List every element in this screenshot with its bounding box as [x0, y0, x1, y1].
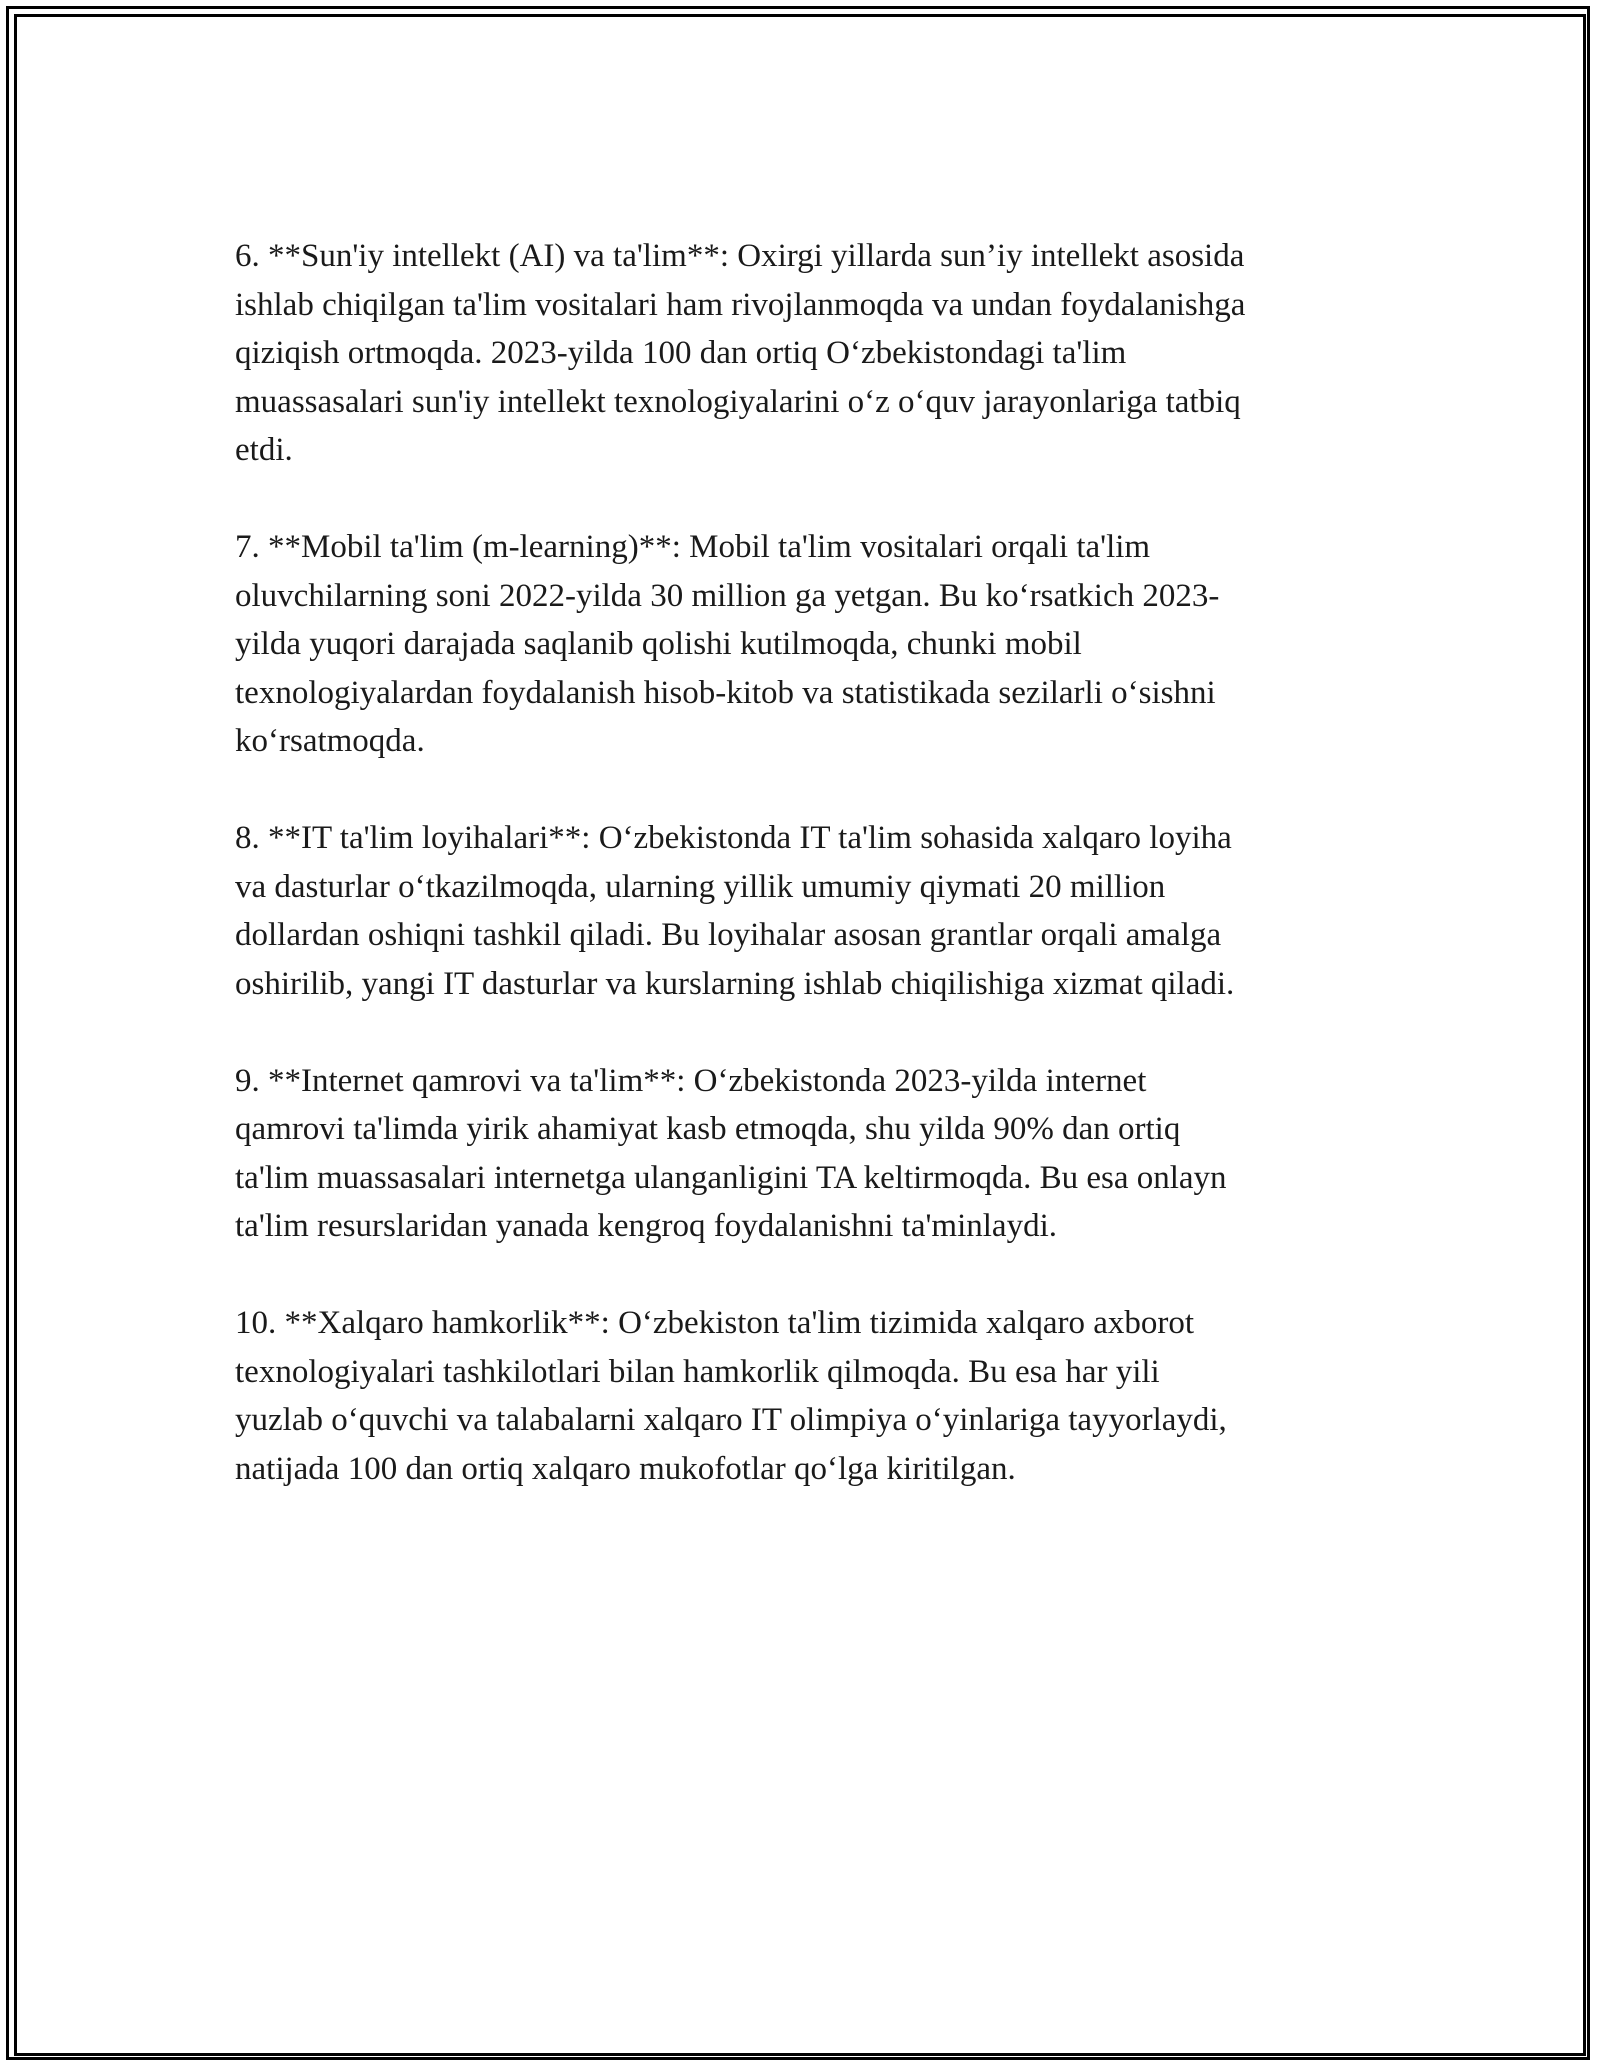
paragraph-ai-education: 6. **Sun'iy intellekt (AI) va ta'lim**: Oxirgi yillarda sun’iy intellekt asosida ishlab chiqilgan ta'lim vositalari ham rivojlanmoqda va undan foydalanishga qiziqish ortmoqda. 2023-yilda 100 dan ortiq O‘zbekistondagi ta'lim muassasalari sun'iy intellekt texnologiyalarini o‘z o‘quv jarayonlariga tatbiq etdi. [235, 238, 1246, 468]
paragraph-internet-coverage: 9. **Internet qamrovi va ta'lim**: O‘zbekistonda 2023-yilda internet qamrovi ta'limda yirik ahamiyat kasb etmoqda, shu yilda 90% dan ortiq ta'lim muassasalari internetga ulanganligini TA keltirmoqda. Bu esa onlayn ta'lim resurslaridan yanada kengroq foydalanishni ta'minlaydi. [235, 1062, 1227, 1244]
document-body [235, 232, 1370, 1542]
paragraph-international-cooperation: 10. **Xalqaro hamkorlik**: O‘zbekiston ta'lim tizimida xalqaro axborot texnologiyalari tashkilotlari bilan hamkorlik qilmoqda. Bu esa har yili yuzlab o‘quvchi va talabalarni xalqaro IT olimpiya o‘yinlariga tayyorlaydi, natijada 100 dan ortiq xalqaro mukofotlar qo‘lga kiritilgan. [235, 1305, 1227, 1487]
paragraph-it-projects: 8. **IT ta'lim loyihalari**: O‘zbekistonda IT ta'lim sohasida xalqaro loyiha va dasturlar o‘tkazilmoqda, ularning yillik umumiy qiymati 20 million dollardan oshiqni tashkil qiladi. Bu loyihalar asosan grantlar orqali amalga oshirilib, yangi IT dasturlar va kurslarning ishlab chiqilishiga xizmat qiladi. [235, 820, 1235, 1002]
paragraph-mobile-learning: 7. **Mobil ta'lim (m-learning)**: Mobil ta'lim vositalari orqali ta'lim oluvchilarning soni 2022-yilda 30 million ga yetgan. Bu ko‘rsatkich 2023- yilda yuqori darajada saqlanib qolishi kutilmoqda, chunki mobil texnologiyalardan foydalanish hisob-kitob va statistikada sezilarli o‘sishni ko‘rsatmoqda. [235, 529, 1220, 759]
